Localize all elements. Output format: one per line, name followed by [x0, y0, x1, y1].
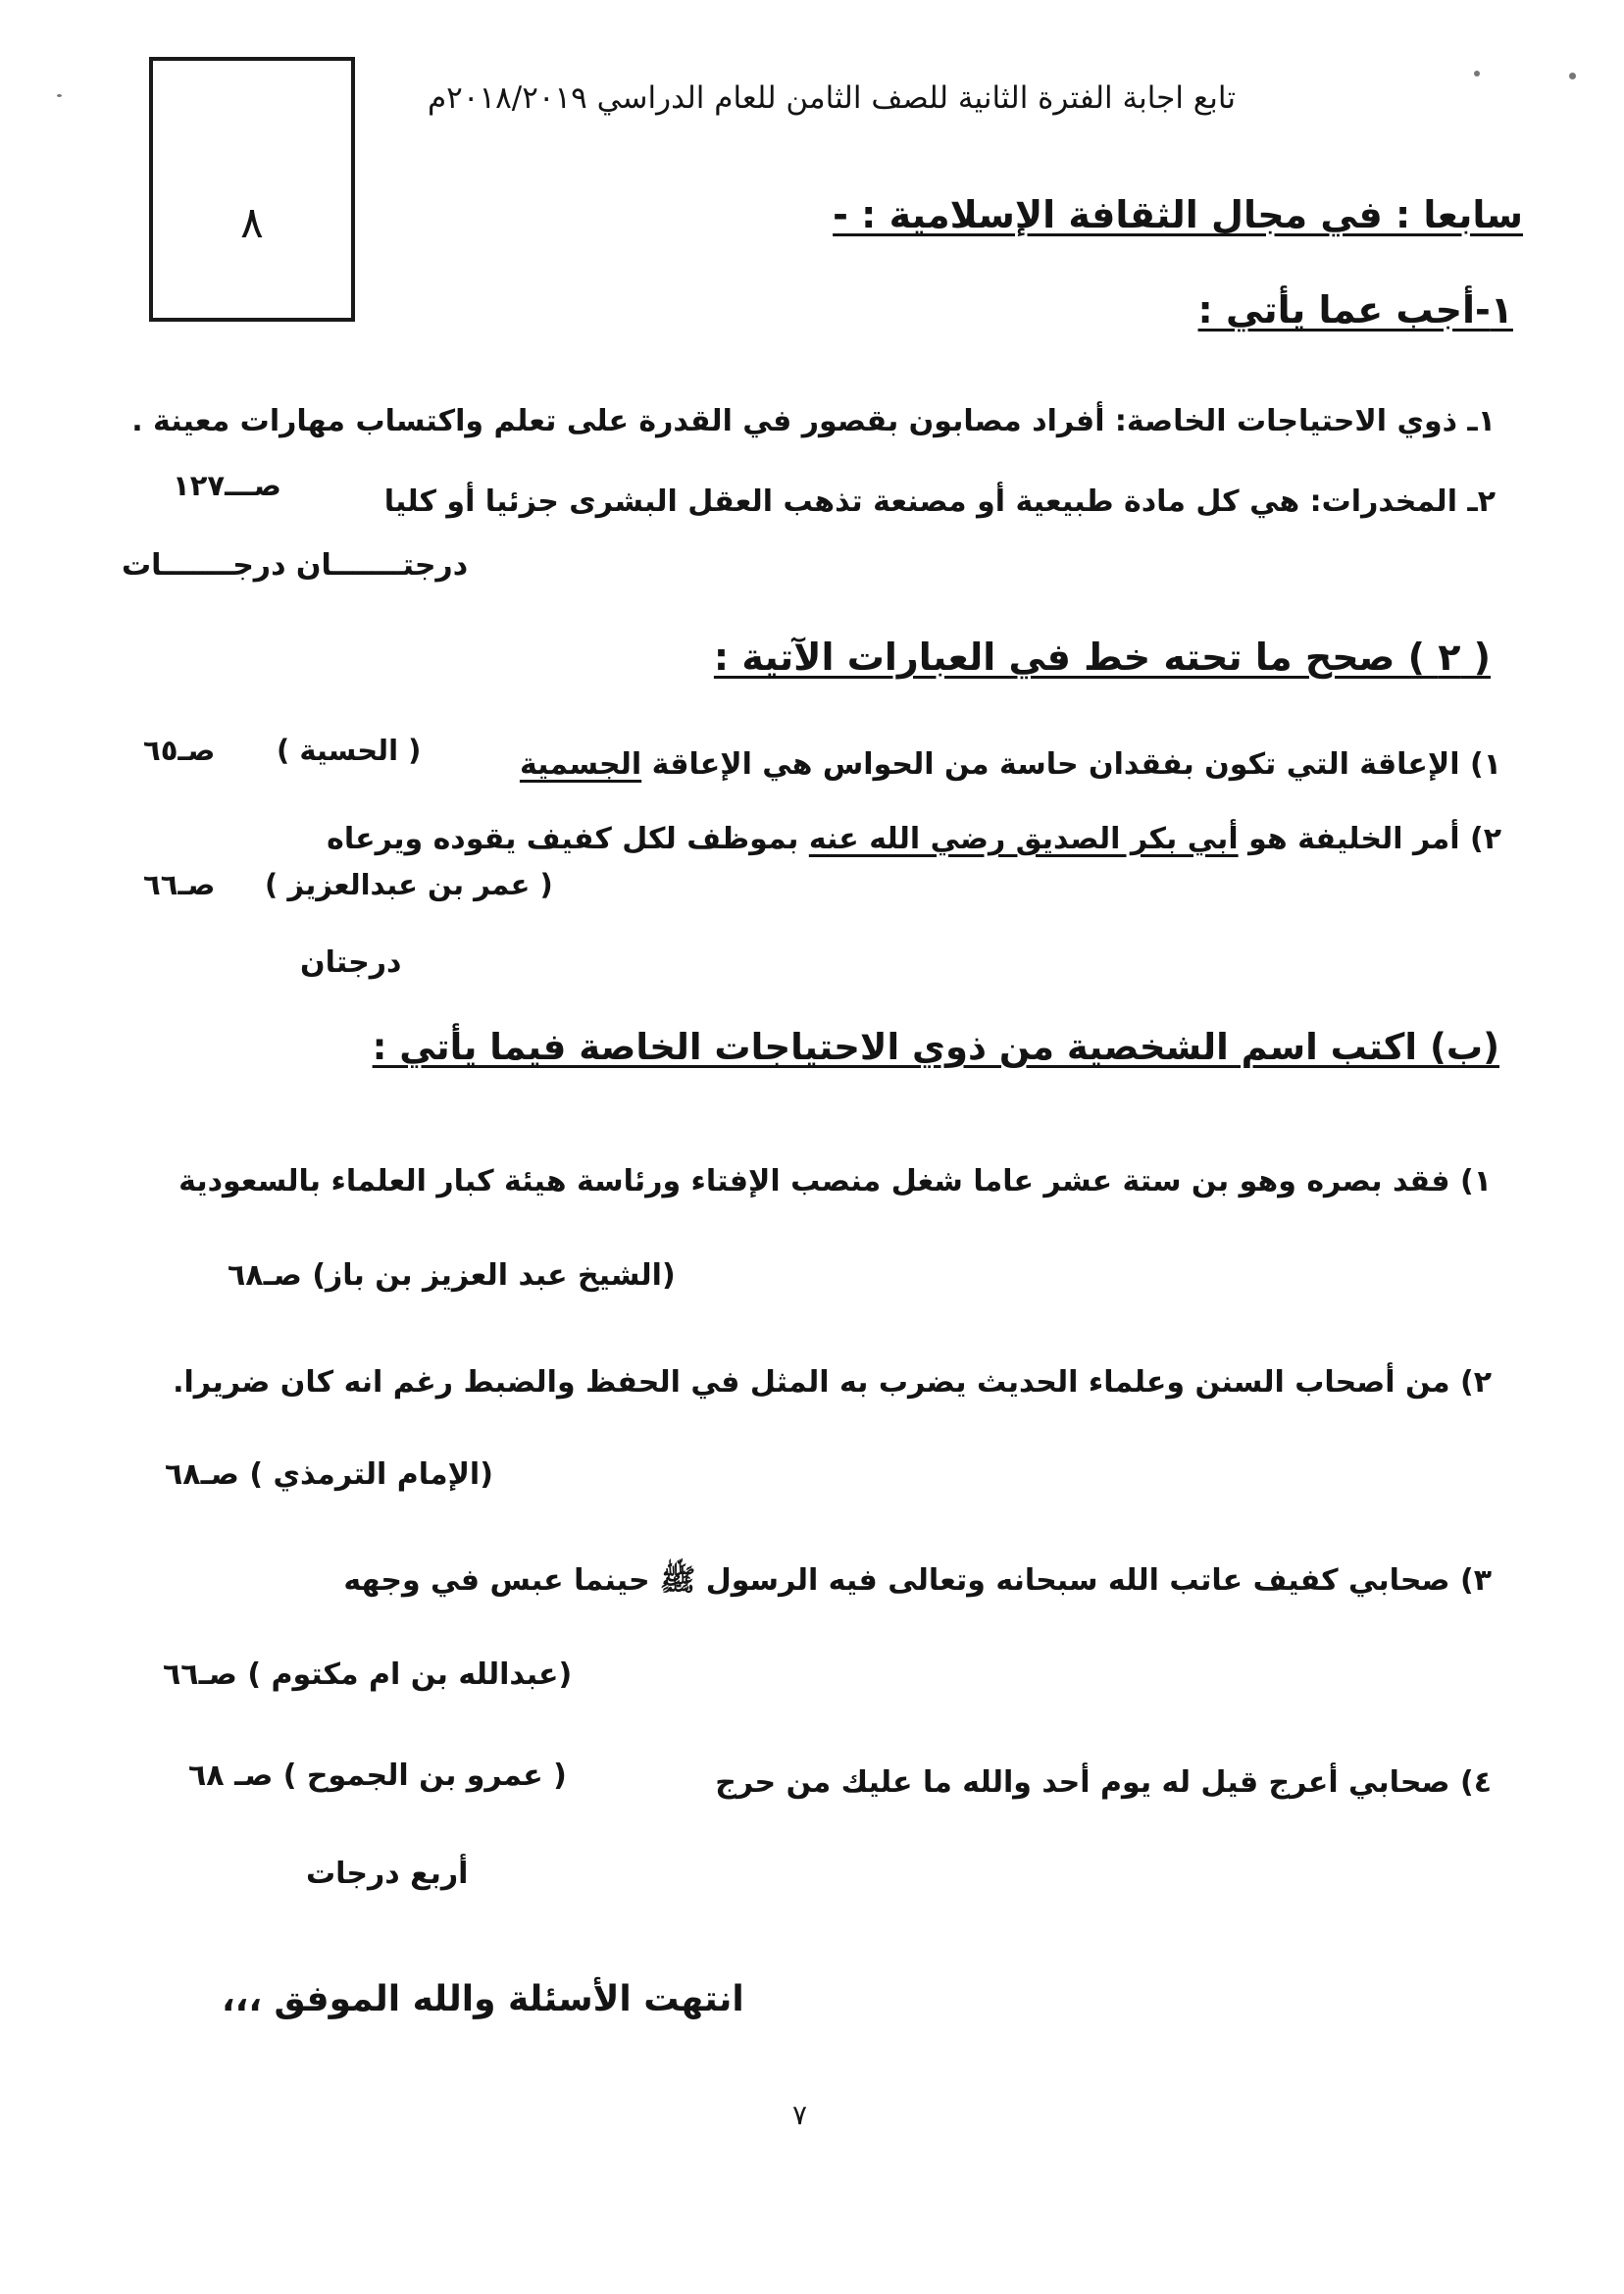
qb-item-3-answer: (عبدالله بن ام مكتوم ) صـ٦٦: [163, 1657, 573, 1692]
q2-item-2-answer: ( عمر بن عبدالعزيز ): [265, 868, 553, 901]
q2-item-2: [327, 822, 1501, 856]
qb-item-3: ٣) صحابي كفيف عاتب الله سبحانه وتعالى فيه الرسول ﷺ حينما عبس في وجهه: [343, 1563, 1492, 1598]
q1-item-2: ٢ـ المخدرات: هي كل مادة طبيعية أو مصنعة تذهب العقل البشرى جزئيا أو كليا: [383, 484, 1496, 519]
page-number: ٧: [792, 2099, 808, 2131]
q2-item-2-ref: صـ٦٦: [143, 868, 216, 901]
qb-item-2: ٢) من أصحاب السنن وعلماء الحديث يضرب به المثل في الحفظ والضبط رغم انه كان ضريرا.: [173, 1365, 1492, 1400]
scan-speck: [1474, 71, 1480, 76]
q2-item-2-pre: ٢) أمر الخليفة هو: [1248, 822, 1501, 856]
qb-item-4: ٤) صحابي أعرج قيل له يوم أحد والله ما عليك من حرج: [715, 1765, 1492, 1800]
q2-item-1-text: ١) الإعاقة التي تكون بفقدان حاسة من الحواس هي الإعاقة: [651, 747, 1501, 782]
q2-item-1-underlined: الجسمية: [519, 747, 642, 782]
score-box: [149, 57, 355, 322]
q2-item-1-ref: صـ٦٥: [143, 734, 216, 767]
qb-title: (ب) اكتب اسم الشخصية من ذوي الاحتياجات الخاصة فيما يأتي :: [372, 1026, 1499, 1068]
q2-marks: درجتان: [300, 945, 402, 980]
q2-item-1: [520, 747, 1501, 782]
q2-item-1-answer: ( الحسية ): [277, 734, 422, 767]
qb-item-4-answer: ( عمرو بن الجموح ) صـ ٦٨: [188, 1759, 567, 1793]
qb-marks: أربع درجات: [306, 1857, 469, 1891]
header-line: تابع اجابة الفترة الثانية للصف الثامن للعام الدراسي ٢٠١٨/٢٠١٩م: [427, 80, 1236, 116]
qb-item-2-answer: (الإمام الترمذي ) صـ٦٨: [165, 1457, 493, 1492]
q1-marks: درجتـــــــان درجـــــــات: [122, 548, 469, 583]
q2-title: ( ٢ ) صحح ما تحته خط في العبارات الآتية :: [713, 636, 1491, 679]
score-box-number: ٨: [240, 198, 264, 248]
scan-speck: [57, 94, 62, 97]
qb-item-1-answer: (الشيخ عبد العزيز بن باز) صـ٦٨: [228, 1258, 676, 1293]
q2-item-2-post: بموظف لكل كفيف يقوده ويرعاه: [327, 822, 799, 856]
q2-item-2-underlined: أبي بكر الصديق رضي الله عنه: [808, 822, 1239, 856]
scan-speck: [1569, 73, 1576, 79]
q1-item-2-ref: صـــ١٢٧: [173, 469, 281, 502]
closing-line: انتهت الأسئلة والله الموفق ،،،: [222, 1979, 744, 2019]
q1-title: ١-أجب عما يأتي :: [1197, 288, 1513, 331]
q1-item-1: ١ـ ذوي الاحتياجات الخاصة: أفراد مصابون بقصور في القدرة على تعلم واكتساب مهارات معينة .: [131, 404, 1496, 438]
qb-item-1: ١) فقد بصره وهو بن ستة عشر عاما شغل منصب الإفتاء ورئاسة هيئة كبار العلماء بالسعودية: [178, 1164, 1492, 1198]
section-title: سابعا : في مجال الثقافة الإسلامية : -: [833, 193, 1523, 236]
